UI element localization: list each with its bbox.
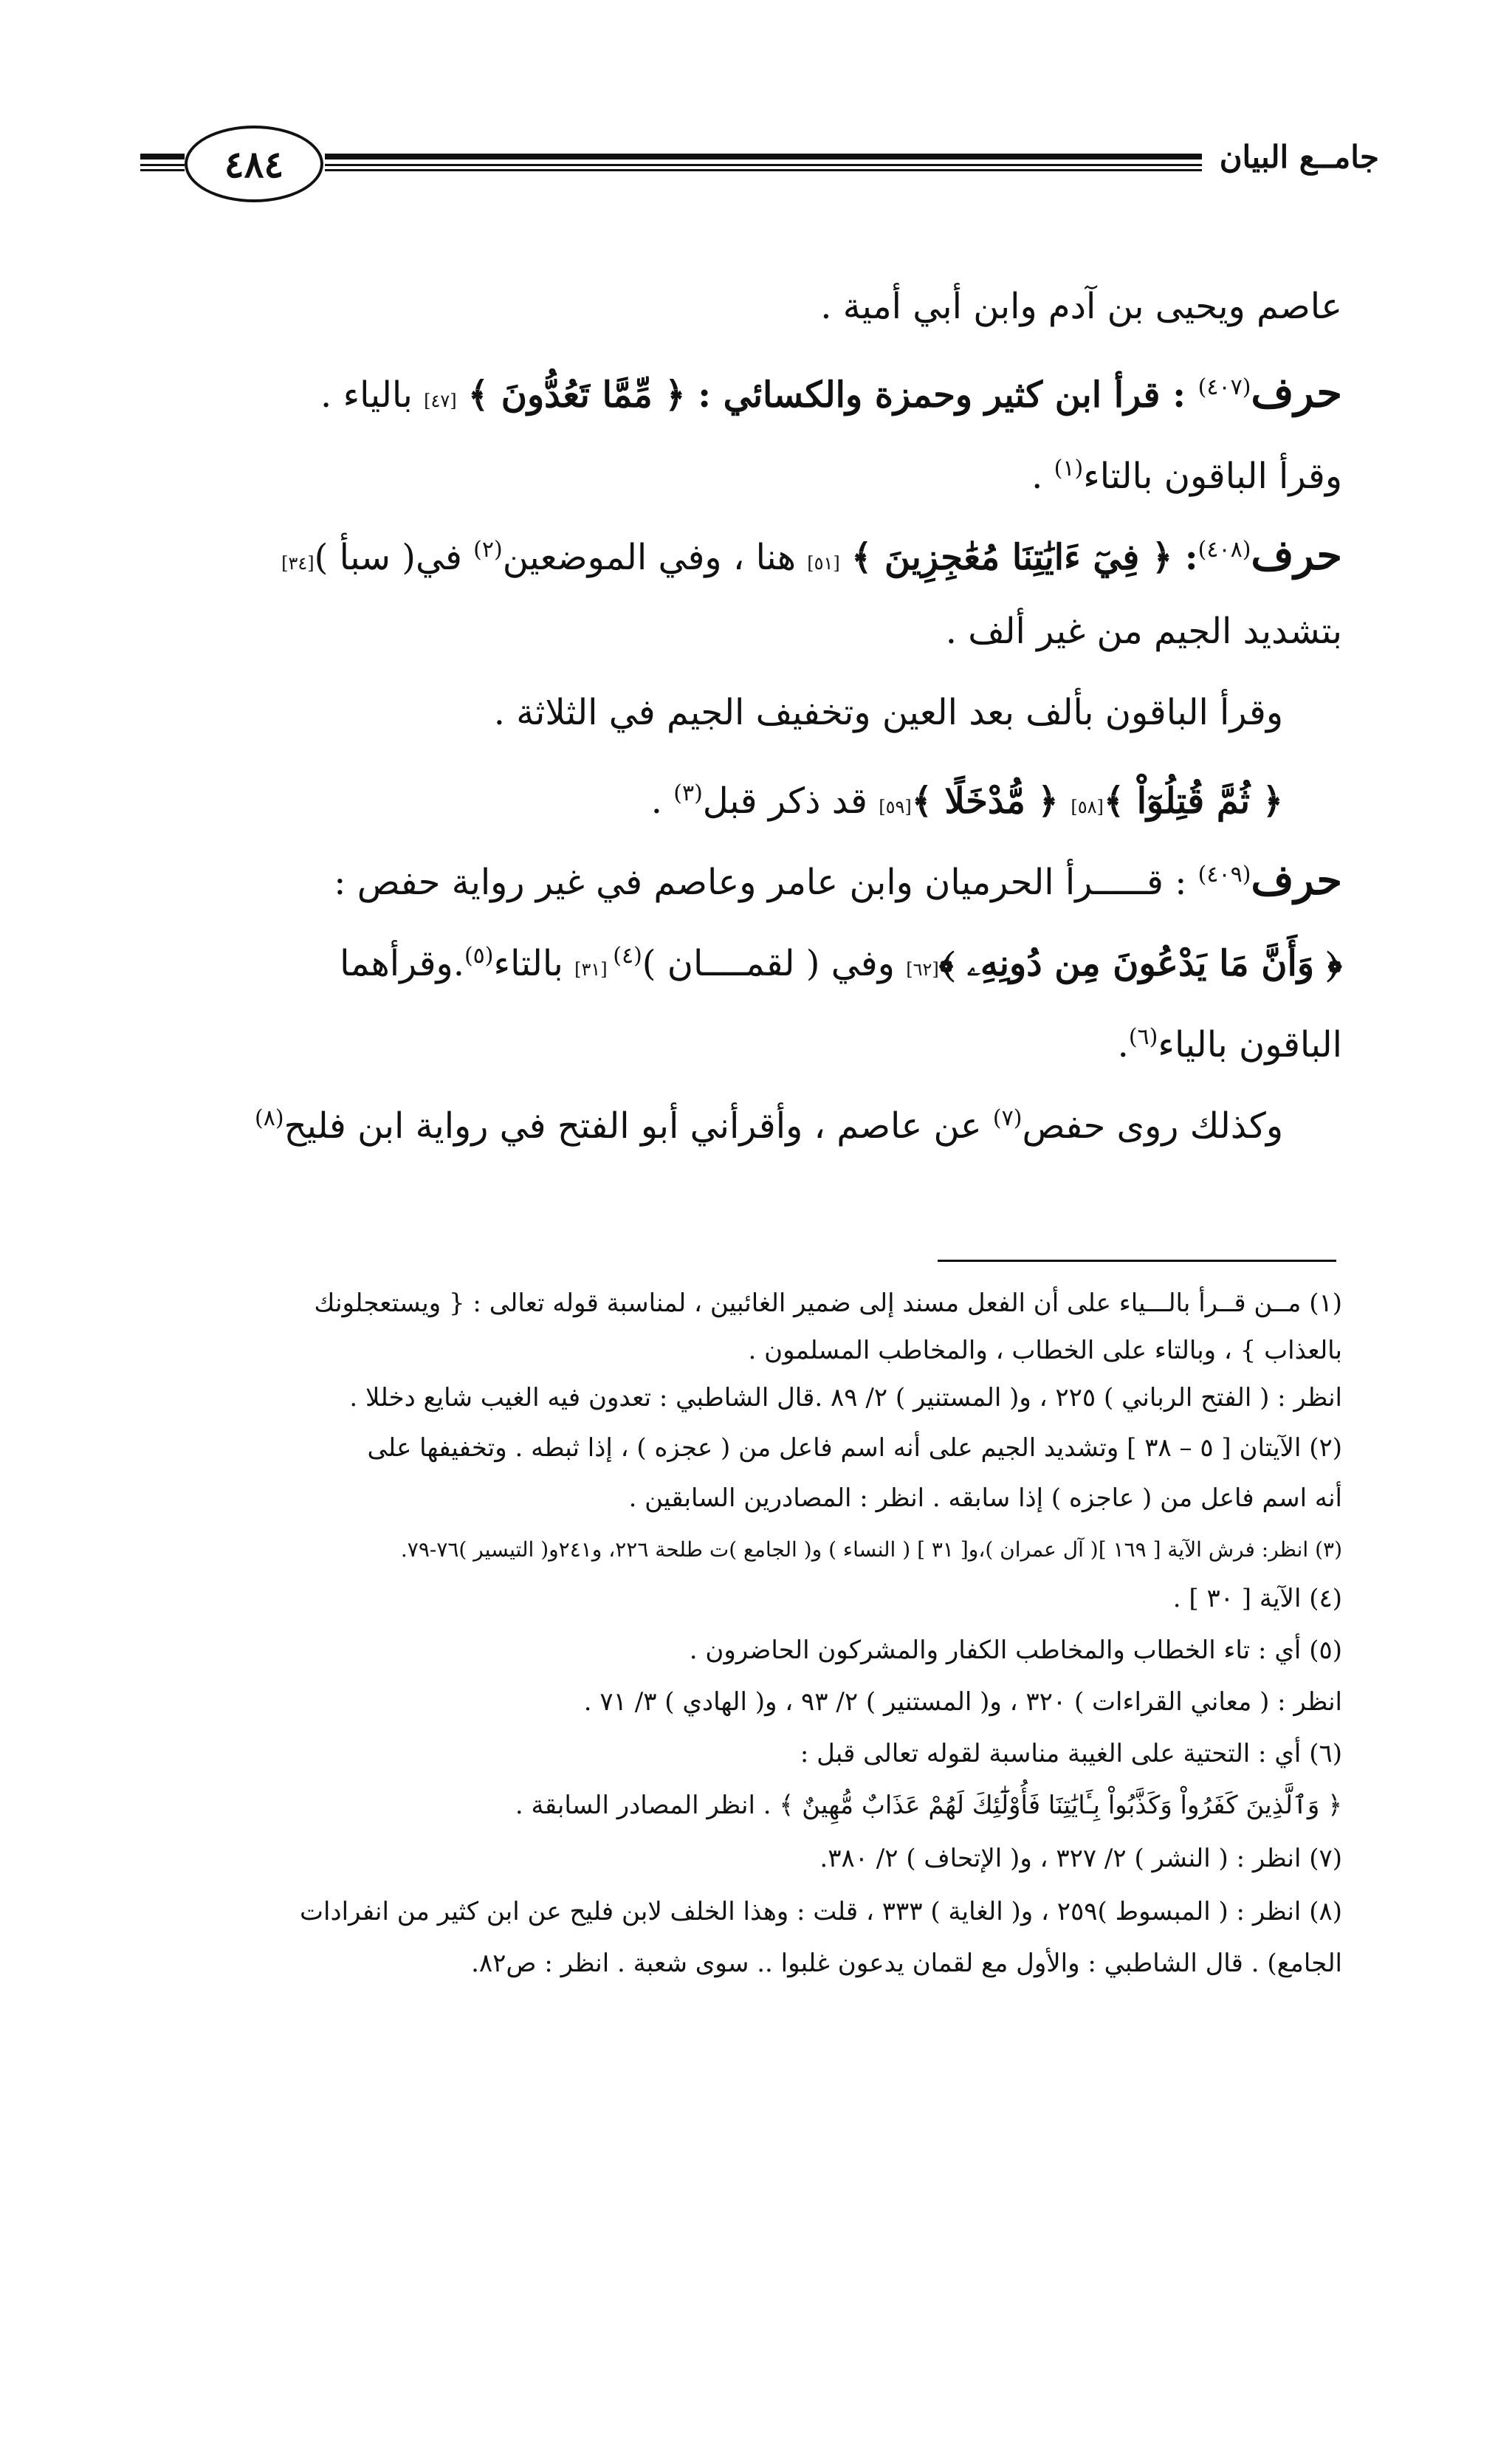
header-rule: [325, 154, 1202, 173]
text-line: ﴿ ثُمَّ قُتِلُوٓاْ ﴾[٥٨] ﴿ مُّدْخَلًا ﴾[٥٩] قد ذكر قبل$^{(٣)}$ .: [650, 780, 1283, 822]
footnote-1: (١) مــن قــرأ بالـــياء على أن الفعل مسند إلى ضمير الغائبين ، لمناسبة قوله تعالى : { ويستعجلونك: [314, 1288, 1342, 1318]
footnote-6: (٦) أي : التحتية على الغيبة مناسبة لقوله تعالى قبل :: [800, 1739, 1342, 1768]
footnote-ref[interactable]: (١): [1054, 456, 1084, 481]
page-number: ٤٨٤: [185, 126, 323, 202]
footnote-line: الجامع) . قال الشاطبي : والأول مع لقمان يدعون غلبوا .. سوى شعبة . انظر : ص٨٢.: [471, 1949, 1342, 1978]
footnote-line: أنه اسم فاعل من ( عاجزه ) إذا سابقه . انظر : المصادرين السابقين .: [628, 1483, 1342, 1513]
text-line: الباقون بالياء$^{(٦)}$.: [1117, 1024, 1342, 1065]
footnote-3: (٣) انظر: فرش الآية [ ١٦٩ ]( آل عمران )،و[ ٣١ ] ( النساء ) و( الجامع )ت طلحة ٢٢٦، و٢٤١و( التيسير )٧٦-٧٩.: [400, 1537, 1342, 1562]
running-title: جامــع البيان: [1219, 139, 1379, 175]
footnote-5: (٥) أي : تاء الخطاب والمخاطب الكفار والمشركون الحاضرون .: [689, 1635, 1342, 1665]
footnote-ref[interactable]: (٢): [473, 537, 503, 563]
footnote-ref[interactable]: (٨): [255, 1105, 284, 1131]
text-line-harf-407: حرف$^{(٤٠٧)}$ : قرأ ابن كثير وحمزة والكسائي : ﴿ مِّمَّا تَعُدُّونَ ﴾ [٤٧] بالياء .: [320, 368, 1342, 417]
footnote-ref[interactable]: (٥): [464, 943, 494, 969]
footnote-4: (٤) الآية [ ٣٠ ] .: [1172, 1584, 1342, 1613]
text-line-harf-408: حرف$^{(٤٠٨)}$: ﴿ فِيٓ ءَايَٰتِنَا مُعَٰجِزِينَ ﴾ [٥١] هنا ، وفي الموضعين$^{(٢)}$ في( سبأ )[٣٤]: [281, 531, 1342, 580]
header-rule-left: [140, 154, 185, 173]
footnote-separator: [938, 1260, 1336, 1262]
footnote-line: بالعذاب } ، وبالتاء على الخطاب ، والمخاطب المسلمون .: [748, 1336, 1342, 1365]
footnote-ref[interactable]: (٣): [673, 780, 703, 806]
page-header: [140, 126, 1379, 207]
footnote-ref[interactable]: (٤): [613, 943, 642, 969]
footnote-8: (٨) انظر : ( المبسوط )٢٥٩ ، و( الغاية ) ٣٣٣ ، قلت : وهذا الخلف لابن فليح عن ابن كثير من انفرادات: [299, 1897, 1342, 1926]
text-line: وقرأ الباقون بألف بعد العين وتخفيف الجيم في الثلاثة .: [493, 692, 1283, 733]
text-line: عاصم ويحيى بن آدم وابن أبي أمية .: [820, 286, 1342, 327]
footnote-7: (٧) انظر : ( النشر ) ٢/ ٣٢٧ ، و( الإتحاف ) ٢/ ٣٨٠.: [819, 1844, 1342, 1873]
footnote-ref[interactable]: (٧): [992, 1105, 1023, 1131]
footnote-2: (٢) الآيتان [ ٥ – ٣٨ ] وتشديد الجيم على أنه اسم فاعل من ( عجزه ) ، إذا ثبطه . وتخفيفها على: [367, 1433, 1342, 1463]
footnote-ref[interactable]: (٦): [1128, 1024, 1158, 1050]
text-line: ﴿ وَأَنَّ مَا يَدْعُونَ مِن دُونِهِۦ ﴾[٦٢] وفي ( لقمــــان )$^{(٤)}$ [٣١] بالتاء$^{(٥)}$.وقرأهما: [340, 943, 1342, 984]
text-line: وقرأ الباقون بالتاء$^{(١)}$ .: [1031, 456, 1342, 497]
text-line: بتشديد الجيم من غير ألف .: [945, 611, 1342, 652]
footnote-line: انظر : ( معاني القراءات ) ٣٢٠ ، و( المستنير ) ٢/ ٩٣ ، و( الهادي ) ٣/ ٧١ .: [583, 1687, 1342, 1717]
footnote-line: ﴿ وَٱلَّذِينَ كَفَرُواْ وَكَذَّبُواْ بِـَٔايَٰتِنَا فَأُوْلَٰٓئِكَ لَهُمْ عَذَابٌ مُّهِينٌ ﴾ . انظر المصادر السابقة .: [515, 1791, 1342, 1820]
text-line: وكذلك روى حفص$^{(٧)}$ عن عاصم ، وأقرأني أبو الفتح في رواية ابن فليح$^{(٨)}$: [255, 1105, 1283, 1147]
footnote-line: انظر : ( الفتح الرباني ) ٢٢٥ ، و( المستنير ) ٢/ ٨٩ .قال الشاطبي : تعدون فيه الغيب شايع دخللا .: [349, 1383, 1342, 1413]
text-line-harf-409: حرف$^{(٤٠٩)}$ : قـــــرأ الحرميان وابن عامر وعاصم في غير رواية حفص :: [334, 856, 1342, 905]
